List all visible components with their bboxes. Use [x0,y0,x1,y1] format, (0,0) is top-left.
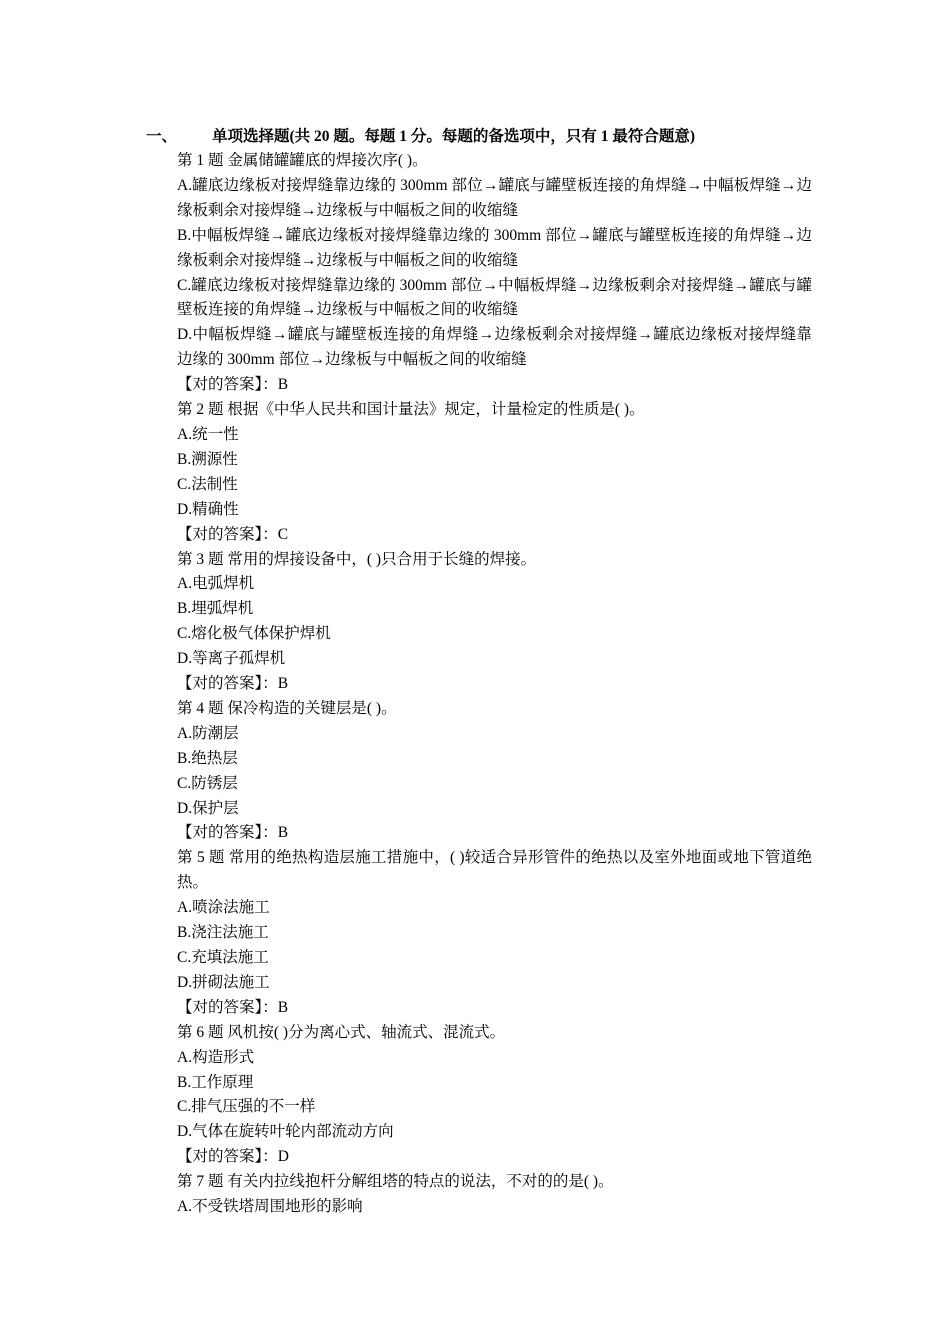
question-5 [177,846,812,1020]
section-heading [146,124,826,149]
question-stem: 第 4 题 保冷构造的关键层是( )。 [177,699,397,717]
question-stem: 第 5 题 常用的绝热构造层施工措施中，( )较适合异形管件的绝热以及室外地面或地下管道绝热。 [177,849,812,892]
option-d: D.拼砌法施工 [177,973,270,991]
option-a: A.喷涂法施工 [177,899,270,917]
question-stem: 第 1 题 金属储罐罐底的焊接次序( )。 [177,152,428,169]
option-d: D.中幅板焊缝→罐底与罐壁板连接的角焊缝→边缘板剩余对接焊缝→罐底边缘板对接焊缝靠边缘的 300mm 部位→边缘板与中幅板之间的收缩缝 [177,326,812,369]
question-2 [177,398,812,547]
option-b: B.绝热层 [177,749,238,767]
option-b: B.溯源性 [177,450,238,468]
option-b: B.中幅板焊缝→罐底边缘板对接焊缝靠边缘的 300mm 部位→罐底与罐壁板连接的角焊缝→边缘板剩余对接焊缝→边缘板与中幅板之间的收缩缝 [177,226,812,269]
question-list [177,149,812,1220]
option-c: C.熔化极气体保护焊机 [177,625,331,643]
answer: 【对的答案】：B [177,998,289,1016]
question-stem: 第 6 题 风机按( )分为离心式、轴流式、混流式。 [177,1023,506,1041]
question-1 [177,149,812,398]
answer: 【对的答案】：C [177,525,289,543]
option-a: A.防潮层 [177,724,239,742]
answer: 【对的答案】：D [177,1148,289,1166]
option-c: C.充填法施工 [177,949,269,966]
answer: 【对的答案】：B [177,824,289,842]
option-b: B.埋弧焊机 [177,600,254,618]
option-b: B.工作原理 [177,1073,254,1091]
question-stem: 第 3 题 常用的焊接设备中，( )只合用于长缝的焊接。 [177,550,537,568]
option-c: C.排气压强的不一样 [177,1098,316,1116]
option-d: D.等离子孤焊机 [177,650,286,668]
option-d: D.精确性 [177,500,239,518]
answer: 【对的答案】：B [177,376,289,394]
option-a: A.不受铁塔周围地形的影响 [177,1198,363,1216]
option-d: D.气体在旋转叶轮内部流动方向 [177,1123,394,1141]
option-a: A.构造形式 [177,1048,255,1066]
question-4 [177,697,812,846]
option-a: A.电弧焊机 [177,575,255,593]
question-6 [177,1021,812,1170]
option-c: C.防锈层 [177,774,238,792]
section-title: 单项选择题(共 20 题。每题 1 分。每题的备选项中，只有 1 最符合题意) [212,128,696,145]
question-stem: 第 2 题 根据《中华人民共和国计量法》规定，计量检定的性质是( )。 [177,401,645,419]
option-d: D.保护层 [177,799,239,817]
section-number: 一、 [146,128,178,145]
option-a: A.罐底边缘板对接焊缝靠边缘的 300mm 部位→罐底与罐壁板连接的角焊缝→中幅板焊缝→边缘板剩余对接焊缝→边缘板与中幅板之间的收缩缝 [177,176,812,219]
option-a: A.统一性 [177,425,239,443]
question-stem: 第 7 题 有关内拉线抱杆分解组塔的特点的说法，不对的的是( )。 [177,1173,614,1191]
question-3 [177,548,812,697]
option-c: C.罐底边缘板对接焊缝靠边缘的 300mm 部位→中幅板焊缝→边缘板剩余对接焊缝→罐底与罐壁板连接的角焊缝→边缘板与中幅板之间的收缩缝 [177,276,812,319]
option-c: C.法制性 [177,475,238,493]
question-7 [177,1170,812,1220]
option-b: B.浇注法施工 [177,924,269,942]
answer: 【对的答案】：B [177,675,289,693]
